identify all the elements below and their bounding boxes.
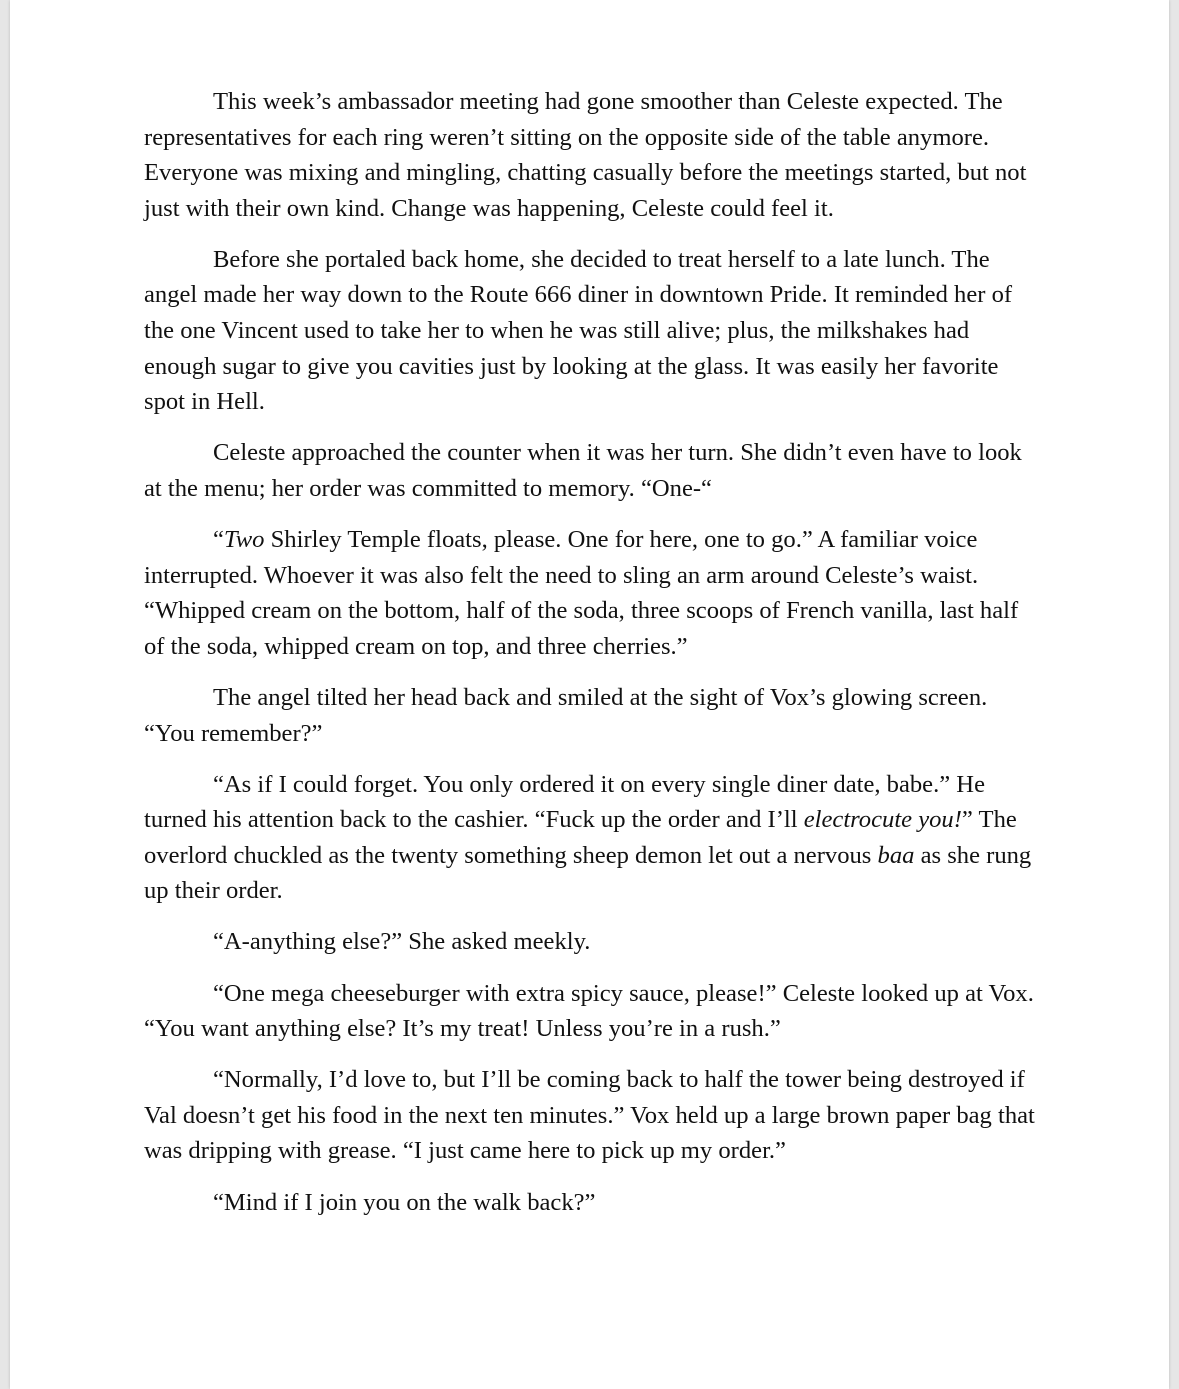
paragraph-1: This week’s ambassador meeting had gone smoother than Celeste expected. The representatives for each ring weren’t sitting on the opposite side of the table anymore. Everyone was mixing and mingling, chatting casually before the meetings started, but not just with their own kind. Change was happening, Celeste could feel it. [144, 88, 1027, 222]
paragraph-9: “Normally, I’d love to, but I’ll be coming back to half the tower being destroyed if Val doesn’t get his food in the next ten minutes.” Vox held up a large brown paper bag that was dripping with grease. “I just came here to pick up my order.” [144, 1066, 1035, 1165]
paragraph-6: “As if I could forget. You only ordered it on every single diner date, babe.” He turned his attention back to the cashier. “Fuck up the order and I’ll electrocute you!” The overlord chuckled as the twenty something sheep demon let out a nervous baa as she rung up their order. [144, 770, 1032, 905]
paragraph-2: Before she portaled back home, she decided to treat herself to a late lunch. The angel made her way down to the Route 666 diner in downtown Pride. It reminded her of the one Vincent used to take her to when he was still alive; plus, the milkshakes had enough sugar to give you cavities just by looking at the glass. It was easily her favorite spot in Hell. [144, 245, 1013, 416]
italic-text: electrocute you! [803, 806, 962, 834]
paragraph-3: Celeste approached the counter when it was her turn. She didn’t even have to look at the menu; her order was committed to memory. “One-“ [144, 439, 1022, 502]
paragraph-10: “Mind if I join you on the walk back?” [213, 1188, 596, 1216]
document-body [144, 84, 1044, 1236]
paragraph-4: “Two Shirley Temple floats, please. One for here, one to go.” A familiar voice interrupted. Whoever it was also felt the need to sling an arm around Celeste’s waist. “Whipped cream on the bottom, half of the soda, three scoops of French vanilla, last half of the soda, whipped cream on top, and three cherries.” [144, 526, 1019, 660]
italic-text: baa [877, 841, 915, 869]
paragraph-5: The angel tilted her head back and smiled at the sight of Vox’s glowing screen. “You remember?” [144, 683, 988, 747]
paragraph-7: “A-anything else?” She asked meekly. [213, 928, 591, 956]
document-page [10, 0, 1169, 1389]
italic-text: Two [223, 526, 265, 554]
paragraph-8: “One mega cheeseburger with extra spicy sauce, please!” Celeste looked up at Vox. “You want anything else? It’s my treat! Unless you’re in a rush.” [144, 979, 1034, 1043]
